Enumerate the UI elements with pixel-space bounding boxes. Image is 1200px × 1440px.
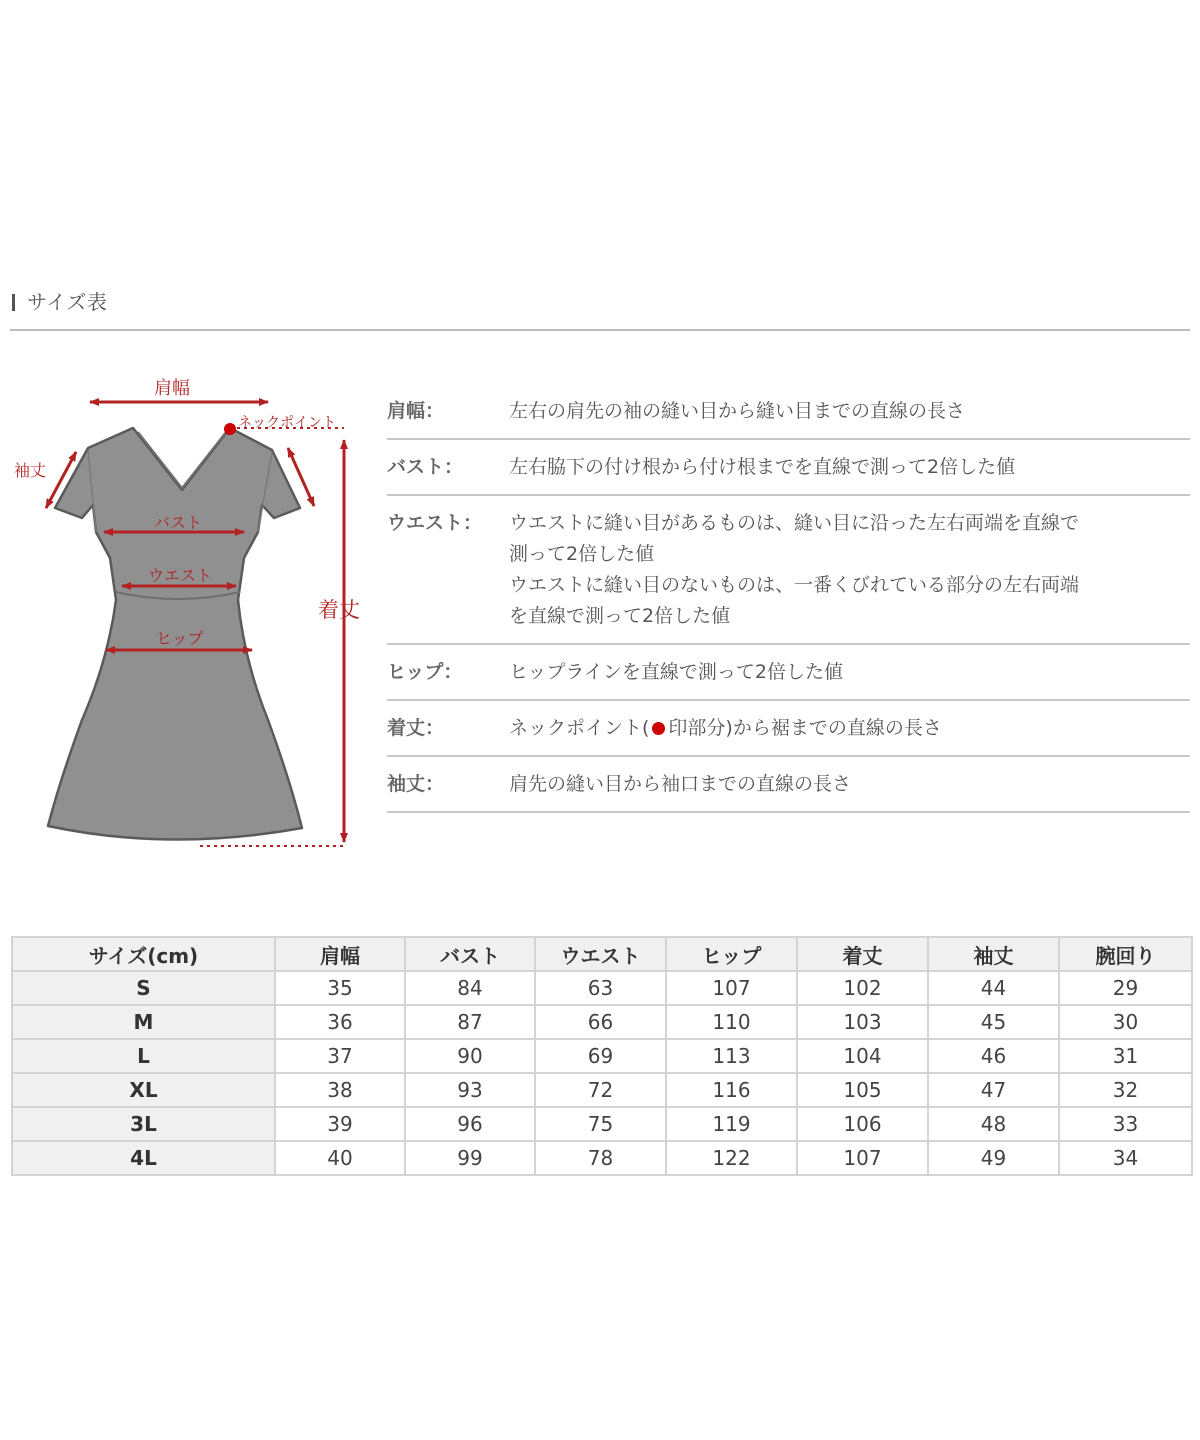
column-header-bust: バスト: [405, 937, 535, 971]
table-cell: 45: [928, 1005, 1059, 1039]
table-cell: 63: [535, 971, 666, 1005]
table-cell: 44: [928, 971, 1059, 1005]
size-cell: S: [12, 971, 275, 1005]
definition-term: 着丈：: [387, 717, 445, 739]
definition-row-bust: [387, 440, 1190, 496]
table-cell: 93: [405, 1073, 535, 1107]
column-header-shoulder: 肩幅: [275, 937, 405, 971]
neck-point-marker-icon: [652, 722, 665, 735]
hip-label: ヒップ: [156, 629, 204, 648]
definition-row-sleeve: [387, 757, 1190, 813]
table-cell: 107: [797, 1141, 928, 1175]
table-cell: 122: [666, 1141, 797, 1175]
table-row: [12, 1141, 1192, 1175]
column-header-hip: ヒップ: [666, 937, 797, 971]
table-cell: 102: [797, 971, 928, 1005]
size-table: [11, 936, 1193, 1176]
bust-label: バスト: [154, 513, 203, 532]
table-cell: 46: [928, 1039, 1059, 1073]
column-header-size: サイズ(cm): [12, 937, 275, 971]
table-cell: 99: [405, 1141, 535, 1175]
definition-term: 袖丈：: [387, 773, 445, 795]
table-cell: 29: [1059, 971, 1192, 1005]
table-cell: 47: [928, 1073, 1059, 1107]
table-row: [12, 971, 1192, 1005]
size-table-header-row: [12, 937, 1192, 971]
definition-text: 肩先の縫い目から袖口までの直線の長さ: [509, 773, 852, 795]
length-label: 着丈: [318, 598, 360, 622]
section-title: サイズ表: [27, 290, 108, 314]
definition-text-before: ネックポイント(: [509, 717, 650, 739]
table-row: [12, 1039, 1192, 1073]
table-cell: 39: [275, 1107, 405, 1141]
definition-text-after: 印部分)から裾までの直線の長さ: [668, 717, 942, 739]
size-cell: XL: [12, 1073, 275, 1107]
table-cell: 90: [405, 1039, 535, 1073]
table-cell: 103: [797, 1005, 928, 1039]
definition-term: 肩幅：: [387, 400, 445, 422]
column-header-arm: 腕回り: [1059, 937, 1192, 971]
table-cell: 38: [275, 1073, 405, 1107]
neck-point-dot: [224, 423, 236, 435]
table-cell: 75: [535, 1107, 666, 1141]
table-cell: 119: [666, 1107, 797, 1141]
table-cell: 107: [666, 971, 797, 1005]
table-cell: 106: [797, 1107, 928, 1141]
column-header-length: 着丈: [797, 937, 928, 971]
measurement-definitions: [387, 384, 1190, 813]
table-cell: 40: [275, 1141, 405, 1175]
definition-text: [509, 713, 1190, 744]
table-cell: 48: [928, 1107, 1059, 1141]
table-row: [12, 1073, 1192, 1107]
heading-divider: [10, 329, 1190, 331]
sleeve-label: 袖丈: [14, 461, 47, 480]
table-cell: 110: [666, 1005, 797, 1039]
definition-row-length: [387, 701, 1190, 757]
table-cell: 33: [1059, 1107, 1192, 1141]
table-cell: 36: [275, 1005, 405, 1039]
definition-text: ウエストに縫い目があるものは、縫い目に沿った左右両端を直線で 測って2倍した値 ウエストに縫い目のないものは、一番くびれている部分の左右両端 を直線で測って2倍した値: [509, 512, 1080, 627]
table-cell: 66: [535, 1005, 666, 1039]
size-cell: 4L: [12, 1141, 275, 1175]
definition-term: バスト：: [387, 456, 464, 478]
column-header-waist: ウエスト: [535, 937, 666, 971]
table-cell: 49: [928, 1141, 1059, 1175]
table-cell: 34: [1059, 1141, 1192, 1175]
table-cell: 31: [1059, 1039, 1192, 1073]
table-cell: 105: [797, 1073, 928, 1107]
table-cell: 84: [405, 971, 535, 1005]
neck-point-label: ネックポイント: [238, 415, 336, 431]
size-cell: M: [12, 1005, 275, 1039]
table-cell: 116: [666, 1073, 797, 1107]
definition-row-shoulder: [387, 384, 1190, 440]
definition-text: ヒップラインを直線で測って2倍した値: [509, 661, 843, 683]
shoulder-label: 肩幅: [154, 378, 190, 399]
column-header-sleeve: 袖丈: [928, 937, 1059, 971]
definition-row-waist: [387, 496, 1190, 645]
size-cell: L: [12, 1039, 275, 1073]
table-row: [12, 1107, 1192, 1141]
table-cell: 104: [797, 1039, 928, 1073]
table-cell: 78: [535, 1141, 666, 1175]
table-cell: 30: [1059, 1005, 1192, 1039]
definition-text: 左右の肩先の袖の縫い目から縫い目までの直線の長さ: [509, 400, 966, 422]
table-cell: 113: [666, 1039, 797, 1073]
waist-label: ウエスト: [148, 566, 213, 585]
table-cell: 72: [535, 1073, 666, 1107]
heading-bar: [12, 294, 15, 311]
table-cell: 32: [1059, 1073, 1192, 1107]
table-cell: 37: [275, 1039, 405, 1073]
table-cell: 69: [535, 1039, 666, 1073]
size-cell: 3L: [12, 1107, 275, 1141]
table-cell: 35: [275, 971, 405, 1005]
table-row: [12, 1005, 1192, 1039]
definition-text: 左右脇下の付け根から付け根までを直線で測って2倍した値: [509, 456, 1016, 478]
section-heading: [12, 286, 107, 315]
table-cell: 96: [405, 1107, 535, 1141]
definition-row-hip: [387, 645, 1190, 701]
table-cell: 87: [405, 1005, 535, 1039]
measurement-diagram: [0, 360, 380, 860]
definition-term: ウエスト：: [387, 512, 483, 534]
definition-term: ヒップ：: [387, 661, 463, 683]
